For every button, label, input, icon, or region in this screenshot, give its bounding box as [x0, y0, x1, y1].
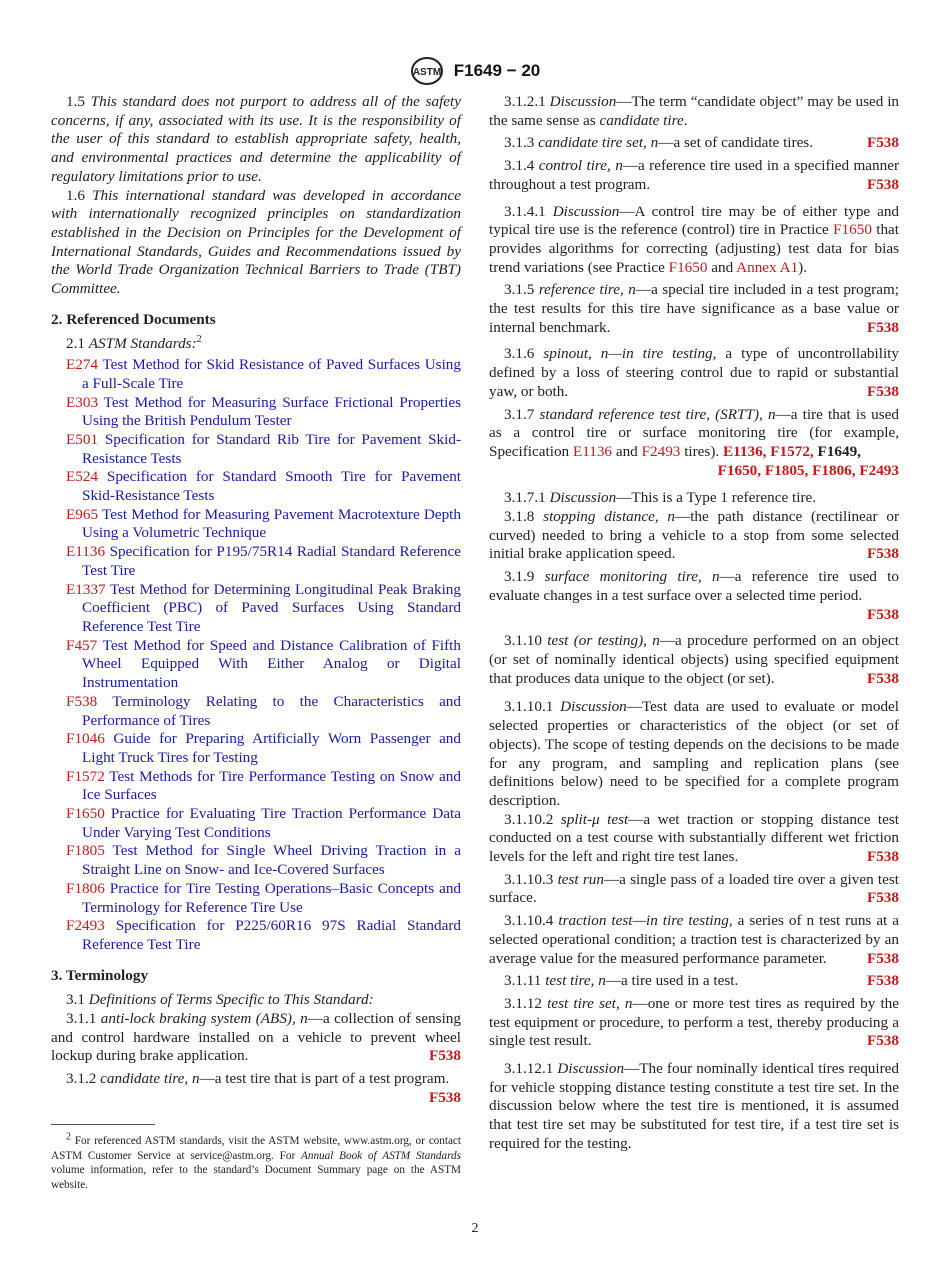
ref-item[interactable]: F538 Terminology Relating to the Characteristics and Performance of Tires [66, 692, 461, 729]
page-number: 2 [471, 1221, 479, 1236]
term-3-1-9: 3.1.9 surface monitoring tire, n—a reference tire used to evaluate changes in a test surface over a selected time period. F538 [489, 568, 899, 623]
citation-link[interactable]: F538 [866, 669, 899, 687]
footnote-rule [51, 1124, 155, 1125]
term-3-1-8: 3.1.8 stopping distance, n—the path distance (rectilinear or curved) needed to bring a vehicle to a stop from some selected initial brake application speed. F538 [489, 508, 899, 563]
citation-links-line: F1650, F1805, F1806, F2493 [717, 461, 899, 479]
ref-item[interactable]: F457 Test Method for Speed and Distance Calibration of Fifth Wheel Equipped With Either Analog or Digital Instrumentation [66, 636, 461, 692]
term-3-1-1: 3.1.1 anti-lock braking system (ABS), n—a collection of sensing and control hardware installed on a vehicle to prevent wheel lockup during brake application. F538 [51, 1010, 461, 1065]
citation-links[interactable]: E1136, F1572, [723, 442, 814, 460]
term-3-1-12: 3.1.12 test tire set, n—one or more test tires as required by the test equipment or procedure, to perform a test, thereby producing a single test result. F538 [489, 994, 900, 1050]
ref-item[interactable]: E303 Test Method for Measuring Surface Frictional Properties Using the British Pendulum Tester [66, 393, 461, 430]
ref-item[interactable]: E524 Specification for Standard Smooth Tire for Pavement Skid-Resistance Tests [66, 468, 462, 505]
left-column [51, 93, 461, 1108]
section-3-1: 3.1 Definitions of Terms Specific to This Standard: [66, 991, 374, 1009]
term-3-1-7: 3.1.7 standard reference test tire, (SRTT), n—a tire that is used as a control tire or surface monitoring tire (for example, Specification E1136 and F2493 tires). E1136, F1572, F1649, [489, 405, 899, 460]
citation-link[interactable]: F538 [428, 1088, 461, 1106]
term-3-1-12-1: 3.1.12.1 Discussion—The four nominally identical tires required for vehicle stopping distance testing constitute a test tire set. In the discussion below where the test tire is mentioned, it is assumed that test tire set may be substituted for test tire, if a test tire set is required for the testing. [489, 1060, 899, 1152]
section-2-1: 2.1 ASTM Standards:$^2$ [66, 334, 202, 353]
citation-link[interactable]: F538 [866, 949, 899, 967]
citation-link[interactable]: F538 [866, 382, 899, 400]
term-3-1-7-1: 3.1.7.1 Discussion—This is a Type 1 reference tire. [504, 489, 817, 507]
ref-item[interactable]: F1806 Practice for Tire Testing Operations–Basic Concepts and Terminology for Reference Tire Use [66, 879, 462, 916]
ref-item[interactable]: E965 Test Method for Measuring Pavement Macrotexture Depth Using a Volumetric Technique [66, 505, 461, 542]
term-3-1-3: 3.1.3 candidate tire set, n—a set of candidate tires. F538 [504, 134, 899, 152]
section-2-heading: 2. Referenced Documents [51, 310, 216, 328]
ref-item[interactable]: E274 Test Method for Skid Resistance of Paved Surfaces Using a Full-Scale Tire [66, 356, 461, 392]
inline-link[interactable]: E1136 [572, 442, 613, 460]
page-header [0, 56, 950, 86]
referenced-documents-list [51, 356, 461, 955]
ref-item[interactable]: F2493 Specification for P225/60R16 97S Radial Standard Reference Test Tire [66, 917, 461, 953]
term-3-1-10-4: 3.1.10.4 traction test—in tire testing, a series of n test runs at a selected operational condition; a traction test is characterized by an average value for the measured performance parameter. F538 [489, 912, 900, 967]
term-3-1-2: 3.1.2 candidate tire, n—a test tire that is part of a test program. F538 [66, 1070, 461, 1106]
term-3-1-11: 3.1.11 test tire, n—a tire used in a test. F538 [504, 972, 899, 990]
svg-text:ASTM: ASTM [412, 67, 441, 78]
term-3-1-10-1: 3.1.10.1 Discussion—Test data are used to evaluate or model selected properties or characteristics of the object (or set of objects). The scope of testing depends on the decisions to be made for any program, and sampling and replication plans (see definitions below) need to be specified for a complete program description. [489, 698, 899, 809]
citation-link[interactable]: F538 [866, 972, 899, 990]
section-3-heading: 3. Terminology [51, 966, 149, 984]
standard-designation: F1649 − 20 [453, 61, 541, 80]
term-3-1-6: 3.1.6 spinout, n—in tire testing, a type of uncontrollability defined by a loss of steering control due to rapid or substantial yaw, or both. F538 [489, 345, 899, 400]
term-3-1-4: 3.1.4 control tire, n—a reference tire used in a specified manner throughout a test program. F538 [489, 157, 900, 193]
inline-link[interactable]: F2493 [641, 442, 681, 460]
citation-link[interactable]: F538 [866, 605, 899, 623]
ref-item[interactable]: F1650 Practice for Evaluating Tire Traction Performance Data Under Varying Test Conditions [66, 805, 461, 841]
ref-item[interactable]: E1337 Test Method for Determining Longitudinal Peak Braking Coefficient (PBC) of Paved Surfaces Using Standard Reference Test Tire [66, 580, 461, 635]
inline-link[interactable]: F1650 [833, 221, 872, 239]
terminology-left [51, 991, 461, 1107]
footnote: $^2$ For referenced ASTM standards, visit the ASTM website, www.astm.org, or contact ASTM Customer Service at service@astm.org. For Annual Book of ASTM Standards volume information, refer to the standard’s Document Summary page on the ASTM website. [51, 1131, 461, 1191]
citation-link[interactable]: F538 [866, 545, 899, 563]
term-3-1-10-2: 3.1.10.2 split-μ test—a wet traction or stopping distance test conducted on a test course with substantially different wet friction levels for the left and right tire test lanes. F538 [489, 810, 900, 866]
term-3-1-10: 3.1.10 test (or testing), n—a procedure performed on an object (or set of nominally identical objects) using specified equipment that produces data unique to the object (or set). F538 [489, 632, 899, 687]
citation-link[interactable]: F538 [428, 1047, 461, 1065]
term-3-1-5: 3.1.5 reference tire, n—a special tire included in a test program; the test results for this tire have significance as a base value or internal benchmark. F538 [489, 281, 899, 336]
inline-link[interactable]: F1650 [668, 258, 708, 276]
section-1-6: 1.6 This international standard was developed in accordance with internationally recognized principles on standardization established in the Decision on Principles for the Development of International Standards, Guides and Recommendations issued by the World Trade Organization Technical Barriers to Trade (TBT) Committee. [51, 186, 462, 298]
astm-logo-icon [410, 56, 444, 86]
term-3-1-10-3: 3.1.10.3 test run—a single pass of a loaded tire over a given test surface. F538 [489, 870, 899, 907]
citation-link[interactable]: F538 [866, 134, 899, 152]
inline-link[interactable]: Annex A1 [736, 258, 799, 276]
ref-item[interactable]: F1046 Guide for Preparing Artificially Worn Passenger and Light Truck Tires for Testing [66, 730, 461, 766]
ref-item[interactable]: E501 Specification for Standard Rib Tire for Pavement Skid-Resistance Tests [66, 430, 462, 467]
ref-item[interactable]: E1136 Specification for P195/75R14 Radial Standard Reference Test Tire [66, 543, 462, 579]
term-3-1-2-1: 3.1.2.1 Discussion—The term “candidate object” may be used in the same sense as candidate tire. [489, 93, 900, 129]
ref-item[interactable]: F1805 Test Method for Single Wheel Driving Traction in a Straight Line on Snow- and Ice-Covered Surfaces [66, 842, 461, 879]
citation-link[interactable]: F538 [866, 318, 899, 336]
ref-item[interactable]: F1572 Test Methods for Tire Performance Testing on Snow and Ice Surfaces [66, 767, 461, 804]
citation-link[interactable]: F538 [866, 1032, 899, 1050]
citation-link[interactable]: F538 [866, 175, 899, 193]
term-3-1-4-1: 3.1.4.1 Discussion—A control tire may be of either type and typical tire use is the reference (control) tire in Practice F1650 that provides algorithms for correcting (adjusting) test data for bias trend variations (see Practice F1650 and Annex A1). [489, 202, 900, 276]
citation-link[interactable]: F538 [866, 848, 899, 866]
citation-link[interactable]: F538 [866, 889, 899, 907]
right-column [489, 93, 899, 1154]
section-1-5: 1.5 This standard does not purport to address all of the safety concerns, if any, associated with its use. It is the responsibility of the user of this standard to establish appropriate safety, health, and environmental practices and determine the applicability of regulatory limitations prior to use. [51, 93, 462, 185]
